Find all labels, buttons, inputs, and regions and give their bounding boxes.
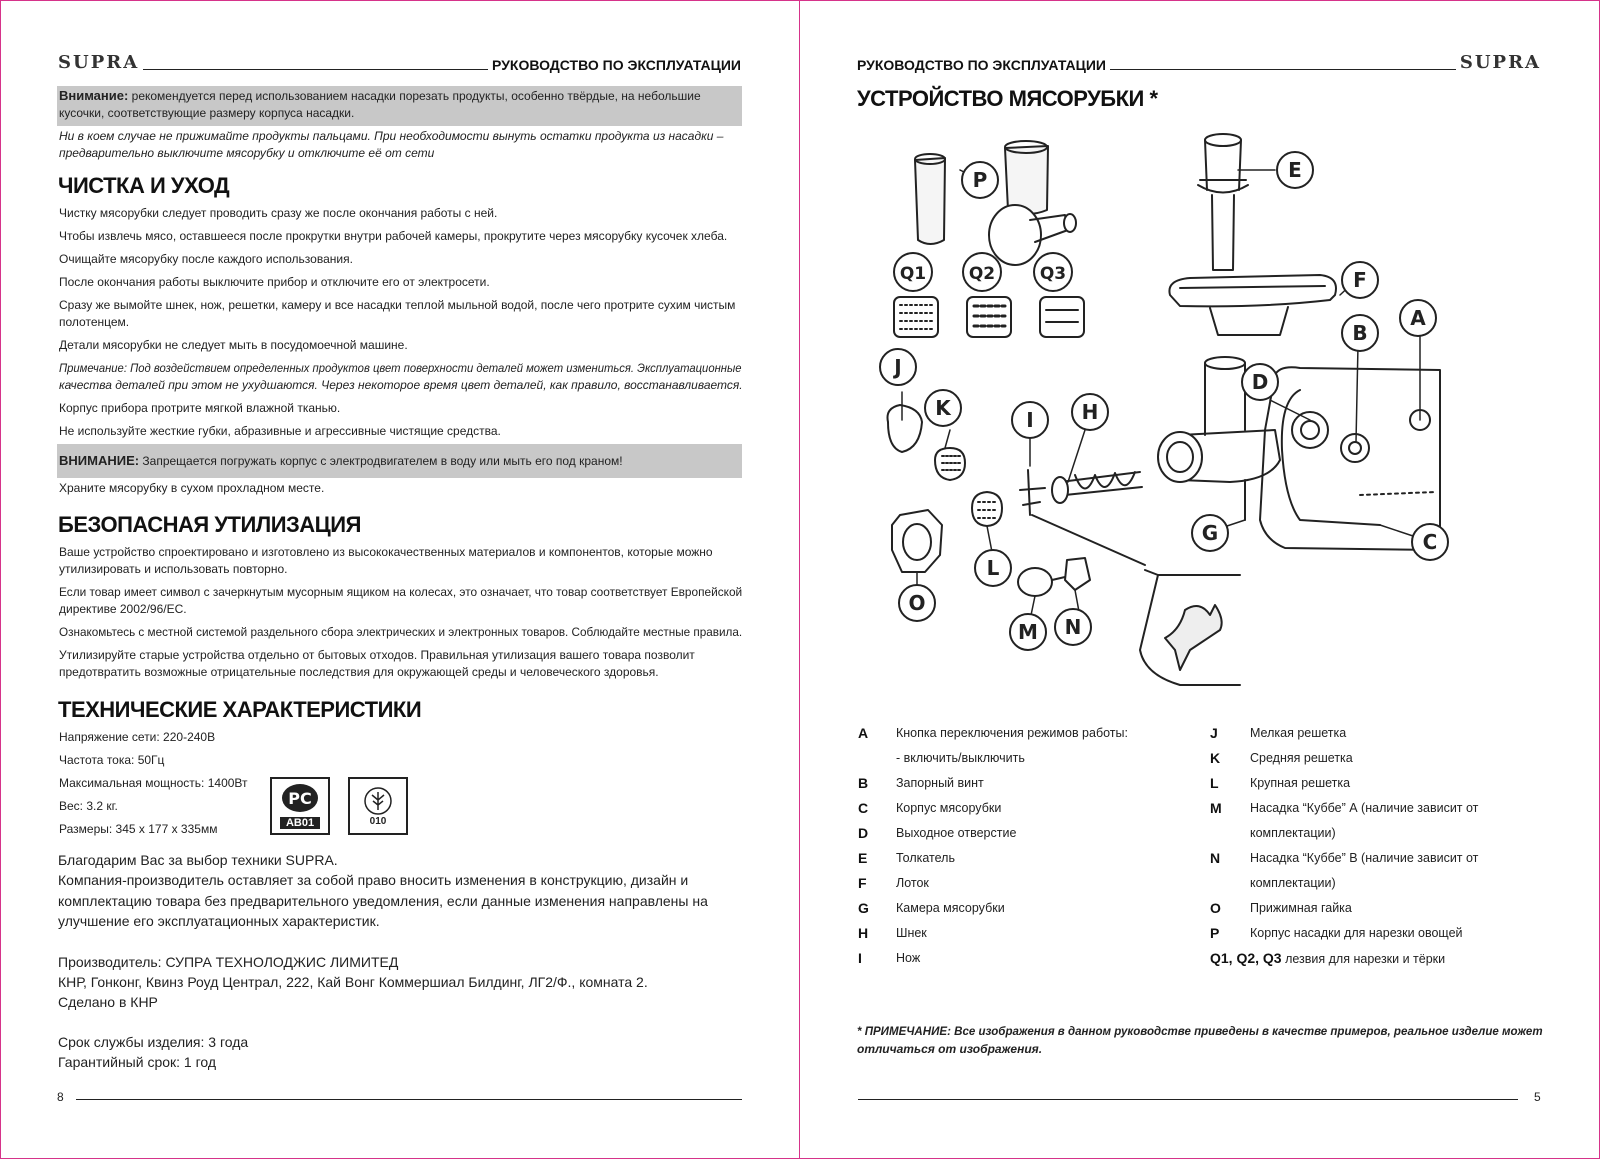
brand-logo: SUPRA <box>58 52 140 73</box>
svg-text:M: M <box>1018 620 1038 644</box>
warning-line1: Внимание: рекомендуется перед использованием насадки порезать продукты, особенно твёрдые, на небольшие <box>59 88 701 103</box>
cleaning-line: Чистку мясорубки следует проводить сразу же после окончания работы с ней. <box>59 206 498 220</box>
svg-text:B: B <box>1352 321 1368 345</box>
callout-j <box>880 349 916 385</box>
header-rule <box>1110 69 1456 70</box>
svg-text:F: F <box>1353 268 1367 292</box>
thanks-line: Благодарим Вас за выбор техники SUPRA. <box>58 852 338 868</box>
brand-logo: SUPRA <box>1459 52 1541 73</box>
callout-d <box>1242 364 1278 400</box>
part-p-slicer-body <box>915 141 1076 265</box>
cleaning-note: качества деталей при этом не ухудшаются. Через некоторое время цвет деталей, как правило, восстанавливается. <box>59 378 743 392</box>
maker-line: Сделано в КНР <box>58 994 158 1010</box>
footnote-line1: * ПРИМЕЧАНИЕ: Все изображения в данном руководстве приведены в качестве примеров, реальное изделие может <box>857 1024 1543 1038</box>
callout-k <box>925 390 961 426</box>
cleaning-line: Очищайте мясорубку после каждого использования. <box>59 252 353 266</box>
legend-value: комплектации) <box>1250 876 1336 890</box>
disposal-line: Ваше устройство спроектировано и изготовлено из высококачественных материалов и компонентов, которые можно <box>59 545 713 559</box>
attention-line: ВНИМАНИЕ: Запрещается погружать корпус с электродвигателем в воду или мыть его под краном! <box>59 453 623 468</box>
svg-text:H: H <box>1081 400 1099 424</box>
certification-mark-eco <box>348 777 408 835</box>
page-number: 8 <box>57 1090 64 1104</box>
footer-rule <box>76 1099 742 1100</box>
svg-text:PC: PC <box>288 789 312 808</box>
thanks-line: улучшение его эксплуатационных характеристик. <box>58 913 380 929</box>
spec-line: Вес: 3.2 кг. <box>59 799 118 813</box>
callout-c <box>1412 524 1448 560</box>
legend-key: C <box>858 800 869 816</box>
callout-i <box>1012 402 1048 438</box>
legend-value: Запорный винт <box>896 776 984 790</box>
header-title: РУКОВОДСТВО ПО ЭКСПЛУАТАЦИИ <box>492 57 741 73</box>
cleaning-note: Примечание: Под воздействием определенных продуктов цвет поверхности деталей может измениться. Эксплуатационные <box>59 361 742 375</box>
spec-line: Частота тока: 50Гц <box>59 753 165 767</box>
warning-line2: кусочки, соответствующие размеру корпуса насадки. <box>59 106 355 120</box>
legend-key: P <box>1210 925 1220 941</box>
legend-key: I <box>858 950 862 966</box>
legend-key: M <box>1210 800 1222 816</box>
header-title: РУКОВОДСТВО ПО ЭКСПЛУАТАЦИИ <box>857 57 1106 73</box>
maker-line: Производитель: СУПРА ТЕХНОЛОДЖИС ЛИМИТЕД <box>58 954 399 970</box>
cleaning-line: После окончания работы выключите прибор и отключите его от электросети. <box>59 275 490 289</box>
section-title: УСТРОЙСТВО МЯСОРУБКИ * <box>857 86 1158 111</box>
callout-q1 <box>894 253 932 291</box>
legend-key: H <box>858 925 869 941</box>
cert1-code: АВ01 <box>280 817 320 829</box>
right-header <box>857 52 1541 73</box>
term-line: Гарантийный срок: 1 год <box>58 1054 217 1070</box>
meat-grinder-diagram <box>880 130 1438 710</box>
cleaning-line: Корпус прибора протрите мягкой влажной тканью. <box>59 401 341 415</box>
callout-b <box>1342 315 1378 351</box>
legend-key: N <box>1210 850 1221 866</box>
callout-h <box>1072 394 1108 430</box>
svg-text:J: J <box>894 355 902 379</box>
thanks-line: Компания-производитель оставляет за собой право вносить изменения в конструкцию, дизайн и <box>58 872 689 888</box>
spec-line: Максимальная мощность: 1400Вт <box>59 776 248 790</box>
legend-q-key: Q1, Q2, Q3 <box>1210 950 1282 966</box>
svg-text:Q2: Q2 <box>968 264 996 284</box>
callout-l <box>975 550 1011 586</box>
legend-value: Толкатель <box>896 851 955 865</box>
callout-q2 <box>963 253 1001 291</box>
disposal-line: Утилизируйте старые устройства отдельно от бытовых отходов. Правильная утилизация вашего товара позволит <box>59 648 695 662</box>
legend-value: Корпус насадки для нарезки овощей <box>1250 926 1463 940</box>
legend-value: Мелкая решетка <box>1250 726 1347 740</box>
disposal-line: Ознакомьтесь с местной системой раздельного сбора электрических и электронных товаров. Соблюдайте местные правила. <box>59 625 743 639</box>
left-header <box>58 52 741 73</box>
spec-line: Напряжение сети: 220-240В <box>59 730 216 744</box>
spec-line: Размеры: 345 х 177 х 335мм <box>59 822 218 836</box>
rst-icon <box>280 783 320 815</box>
svg-text:A: A <box>1410 306 1426 330</box>
footnote-line2: отличаться от изображения. <box>857 1042 1043 1056</box>
legend-key: G <box>858 900 869 916</box>
part-m-n-kubbe <box>1018 558 1090 596</box>
svg-text:I: I <box>1026 408 1034 432</box>
term-line: Срок службы изделия: 3 года <box>58 1034 249 1050</box>
legend-key: J <box>1210 725 1218 741</box>
part-f-tray <box>1169 275 1336 335</box>
legend-value: Насадка “Куббе” B (наличие зависит от <box>1250 851 1479 865</box>
svg-text:N: N <box>1064 615 1082 639</box>
svg-text:Q3: Q3 <box>1039 264 1067 284</box>
svg-text:D: D <box>1251 370 1269 394</box>
legend-value: комплектации) <box>1250 826 1336 840</box>
part-h-auger <box>1052 472 1142 503</box>
callout-f <box>1342 262 1378 298</box>
callout-n <box>1055 609 1091 645</box>
legend-key: F <box>858 875 867 891</box>
footer-rule <box>858 1099 1518 1100</box>
part-c-motor-housing <box>1260 367 1440 550</box>
legend-value: Выходное отверстие <box>896 826 1017 840</box>
legend-key: O <box>1210 900 1221 916</box>
svg-text:P: P <box>972 168 988 192</box>
legend-key: A <box>858 725 869 741</box>
legend-value: Кнопка переключения режимов работы: <box>896 726 1128 740</box>
legend-key: D <box>858 825 869 841</box>
legend-value: Шнек <box>896 926 927 940</box>
legend-key: B <box>858 775 869 791</box>
svg-text:Q1: Q1 <box>899 264 927 284</box>
certification-mark-rst <box>270 777 330 835</box>
legend-value: Корпус мясорубки <box>896 801 1002 815</box>
eco-tree-icon <box>360 786 396 816</box>
legend-key: L <box>1210 775 1219 791</box>
attention-label: ВНИМАНИЕ: <box>59 453 140 468</box>
maker-line: КНР, Гонконг, Квинз Роуд Централ, 222, Кай Вонг Коммершиал Билдинг, ЛГ2/Ф., комната 2. <box>58 974 648 990</box>
legend-value: Камера мясорубки <box>896 901 1005 915</box>
caution-line2: предварительно выключите мясорубку и отключите её от сети <box>59 146 435 160</box>
callout-g <box>1192 515 1228 551</box>
legend-value: Лоток <box>896 876 929 890</box>
disposal-line: Если товар имеет символ с зачеркнутым мусорным ящиком на колесах, это означает, что товар соответствует Европейской <box>59 585 743 599</box>
svg-text:O: O <box>908 591 926 615</box>
right-page <box>800 0 1600 1159</box>
header-rule <box>143 69 488 70</box>
disposal-line: директиве 2002/96/EC. <box>59 602 187 616</box>
caution-line1: Ни в коем случае не прижимайте продукты пальцами. При необходимости вынуть остатки продукта из насадки – <box>59 129 724 143</box>
svg-text:C: C <box>1422 530 1438 554</box>
part-e-pusher <box>1198 134 1248 270</box>
callout-m <box>1010 614 1046 650</box>
callout-p <box>962 162 998 198</box>
callout-q3 <box>1034 253 1072 291</box>
cleaning-line: Чтобы извлечь мясо, оставшееся после прокрутки внутри рабочей камеры, прокрутите через мясорубку кусочек хлеба. <box>59 229 728 243</box>
svg-text:G: G <box>1201 521 1219 545</box>
cleaning-title: ЧИСТКА И УХОД <box>58 173 230 198</box>
svg-text:L: L <box>986 556 1000 580</box>
legend-q-line: Q1, Q2, Q3 лезвия для нарезки и тёрки <box>1210 950 1446 966</box>
storage-line: Храните мясорубку в сухом прохладном месте. <box>59 481 325 495</box>
callout-a <box>1400 300 1436 336</box>
legend-value: Средняя решетка <box>1250 751 1353 765</box>
knife-detail-inset <box>1140 570 1240 685</box>
legend-value: - включить/выключить <box>896 751 1025 765</box>
thanks-line: комплектацию товара без предварительного уведомления, если данные изменения направлены на <box>58 893 708 909</box>
legend-value: Насадка “Куббе” А (наличие зависит от <box>1250 801 1479 815</box>
disposal-line: предотвратить возможные отрицательные последствия для окружающей среды и человеческого здоровья. <box>59 665 659 679</box>
legend-value: Крупная решетка <box>1250 776 1351 790</box>
part-o-ring <box>892 510 942 572</box>
cleaning-line: полотенцем. <box>59 315 130 329</box>
page-number: 5 <box>1534 1090 1541 1104</box>
legend-value: Прижимная гайка <box>1250 901 1352 915</box>
cert2-code: 010 <box>369 815 387 827</box>
svg-text:K: K <box>935 396 951 420</box>
cleaning-line: Не используйте жесткие губки, абразивные и агрессивные чистящие средства. <box>59 424 501 438</box>
svg-text:E: E <box>1288 158 1302 182</box>
cleaning-line: Сразу же вымойте шнек, нож, решетки, камеру и все насадки теплой мыльной водой, после чего протрите сухим чистым <box>59 298 736 312</box>
specs-title: ТЕХНИЧЕСКИЕ ХАРАКТЕРИСТИКИ <box>58 697 422 722</box>
callout-e <box>1277 152 1313 188</box>
part-q-drums <box>894 297 1084 337</box>
legend-key: K <box>1210 750 1221 766</box>
legend-value: Нож <box>896 951 921 965</box>
legend-key: E <box>858 850 868 866</box>
disposal-line: утилизировать и использовать повторно. <box>59 562 288 576</box>
warning-label: Внимание: <box>59 88 129 103</box>
callout-o <box>899 585 935 621</box>
disposal-title: БЕЗОПАСНАЯ УТИЛИЗАЦИЯ <box>58 512 361 537</box>
cleaning-line: Детали мясорубки не следует мыть в посудомоечной машине. <box>59 338 408 352</box>
